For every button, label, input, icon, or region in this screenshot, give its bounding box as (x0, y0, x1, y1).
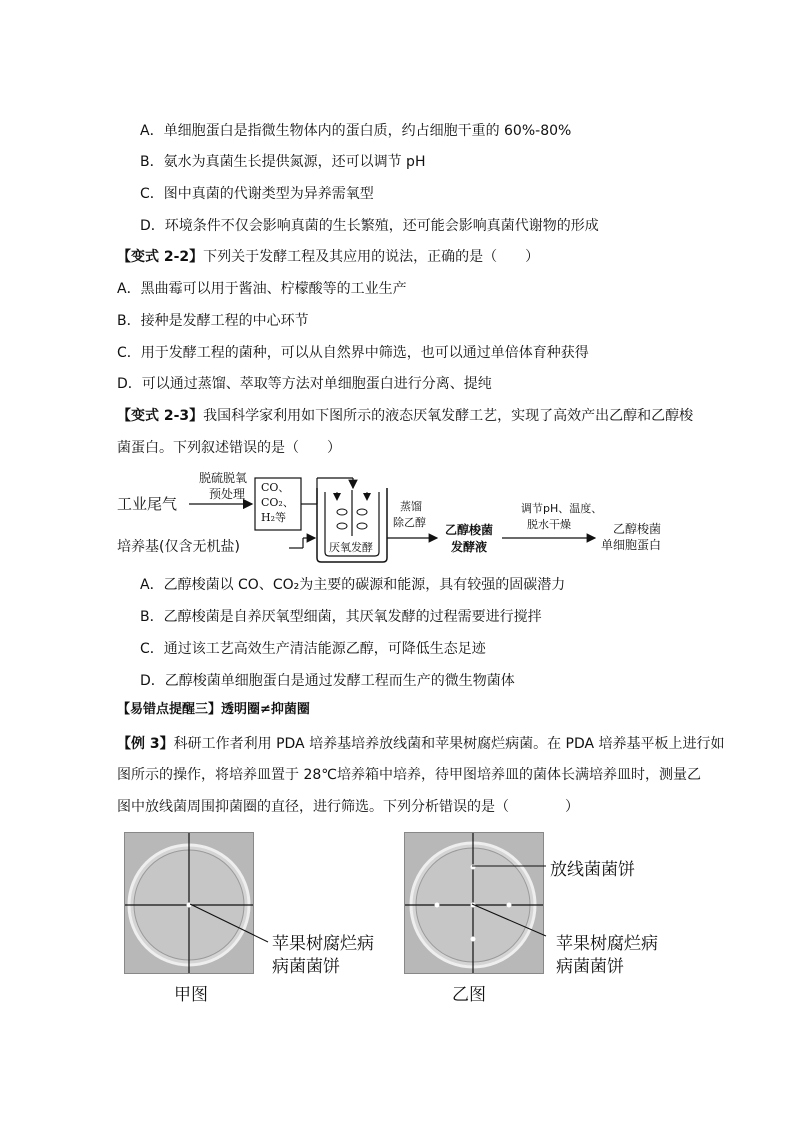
option-d: D．可以通过蒸馏、萃取等方法对单细胞蛋白进行分离、提纯 (117, 376, 492, 392)
option-a: A．黑曲霉可以用于酱油、柠檬酸等的工业生产 (117, 281, 407, 297)
question-tag: 【例 3】 (117, 736, 174, 752)
pathogen-label-a: 苹果树腐烂病 (272, 934, 374, 954)
actinomycete-disc (435, 903, 440, 908)
product-label-2: 单细胞蛋白 (601, 538, 662, 552)
industrial-gas-label: 工业尾气 (117, 495, 178, 513)
example-3-stem-3: 图中放线菌周围抑菌圈的直径，进行筛选。下列分析错误的是（ ） (117, 799, 579, 815)
pretreatment-label-2: 预处理 (209, 487, 246, 501)
pointer-lines-b (470, 860, 550, 940)
medium-label: 培养基(仅含无机盐) (117, 539, 240, 555)
actinomycete-label: 放线菌菌饼 (550, 860, 635, 880)
gas-co: CO、 (261, 481, 290, 494)
distill-label-2: 除乙醇 (393, 516, 426, 529)
question-2-3-stem-cont: 菌蛋白。下列叙述错误的是（ ） (117, 440, 341, 456)
example-3-stem (117, 734, 725, 754)
question-tag: 【变式 2-3】 (117, 408, 204, 424)
option-b: B．接种是发酵工程的中心环节 (117, 313, 309, 329)
pathogen-label-a-2: 病菌菌饼 (272, 957, 340, 977)
distill-label: 蒸馏 (400, 500, 422, 513)
caption-b: 乙图 (452, 985, 486, 1005)
option-c: C．图中真菌的代谢类型为异养需氧型 (140, 186, 374, 202)
pretreatment-label: 脱硫脱氧 (199, 471, 248, 485)
option-a: A．乙醇梭菌以 CO、CO₂为主要的碳源和能源，具有较强的固碳潜力 (140, 577, 566, 593)
question-text: 下列关于发酵工程及其应用的说法，正确的是（ ） (203, 249, 540, 265)
broth-label-2: 发酵液 (451, 540, 488, 554)
gas-h2: H₂等 (261, 511, 287, 524)
fermenter-label: 厌氧发酵 (329, 541, 373, 554)
caption-a: 甲图 (174, 985, 208, 1005)
example-3-stem-2: 图所示的操作，将培养皿置于 28℃培养箱中培养，待甲图培养皿的菌体长满培养皿时，测量乙 (117, 767, 701, 783)
option-d: D．乙醇梭菌单细胞蛋白是通过发酵工程而生产的微生物菌体 (140, 673, 515, 689)
option-a: A．单细胞蛋白是指微生物体内的蛋白质，约占细胞干重的 60%-80% (140, 123, 572, 139)
product-label: 乙醇梭菌 (613, 522, 662, 536)
option-c: C．用于发酵工程的菌种，可以从自然界中筛选，也可以通过单倍体育种获得 (117, 345, 589, 361)
process-label-2: 脱水干燥 (527, 518, 571, 531)
question-text: 科研工作者利用 PDA 培养基培养放线菌和苹果树腐烂病菌。在 PDA 培养基平板上进行如 (173, 736, 725, 752)
gas-co2: CO₂、 (261, 496, 294, 509)
broth-label: 乙醇梭菌 (445, 523, 494, 537)
option-d: D．环境条件不仅会影响真菌的生长繁殖，还可能会影响真菌代谢物的形成 (140, 218, 599, 234)
question-2-3-stem (117, 406, 693, 426)
process-label: 调节pH、温度、 (521, 502, 603, 515)
pathogen-label-b: 苹果树腐烂病 (556, 934, 658, 954)
tip-heading: 【易错点提醒三】透明圈≠抑菌圈 (117, 702, 310, 717)
question-tag: 【变式 2-2】 (117, 249, 204, 265)
question-text: 我国科学家利用如下图所示的液态厌氧发酵工艺，实现了高效产出乙醇和乙醇梭 (203, 408, 694, 424)
option-b: B．氨水为真菌生长提供氮源，还可以调节 pH (140, 154, 426, 170)
option-c: C．通过该工艺高效生产清洁能源乙醇，可降低生态足迹 (140, 641, 486, 657)
question-2-2-stem (117, 247, 539, 267)
option-b: B．乙醇梭菌是自养厌氧型细菌，其厌氧发酵的过程需要进行搅拌 (140, 609, 542, 625)
fermentation-process-diagram (117, 466, 697, 564)
pathogen-label-b-2: 病菌菌饼 (556, 957, 624, 977)
